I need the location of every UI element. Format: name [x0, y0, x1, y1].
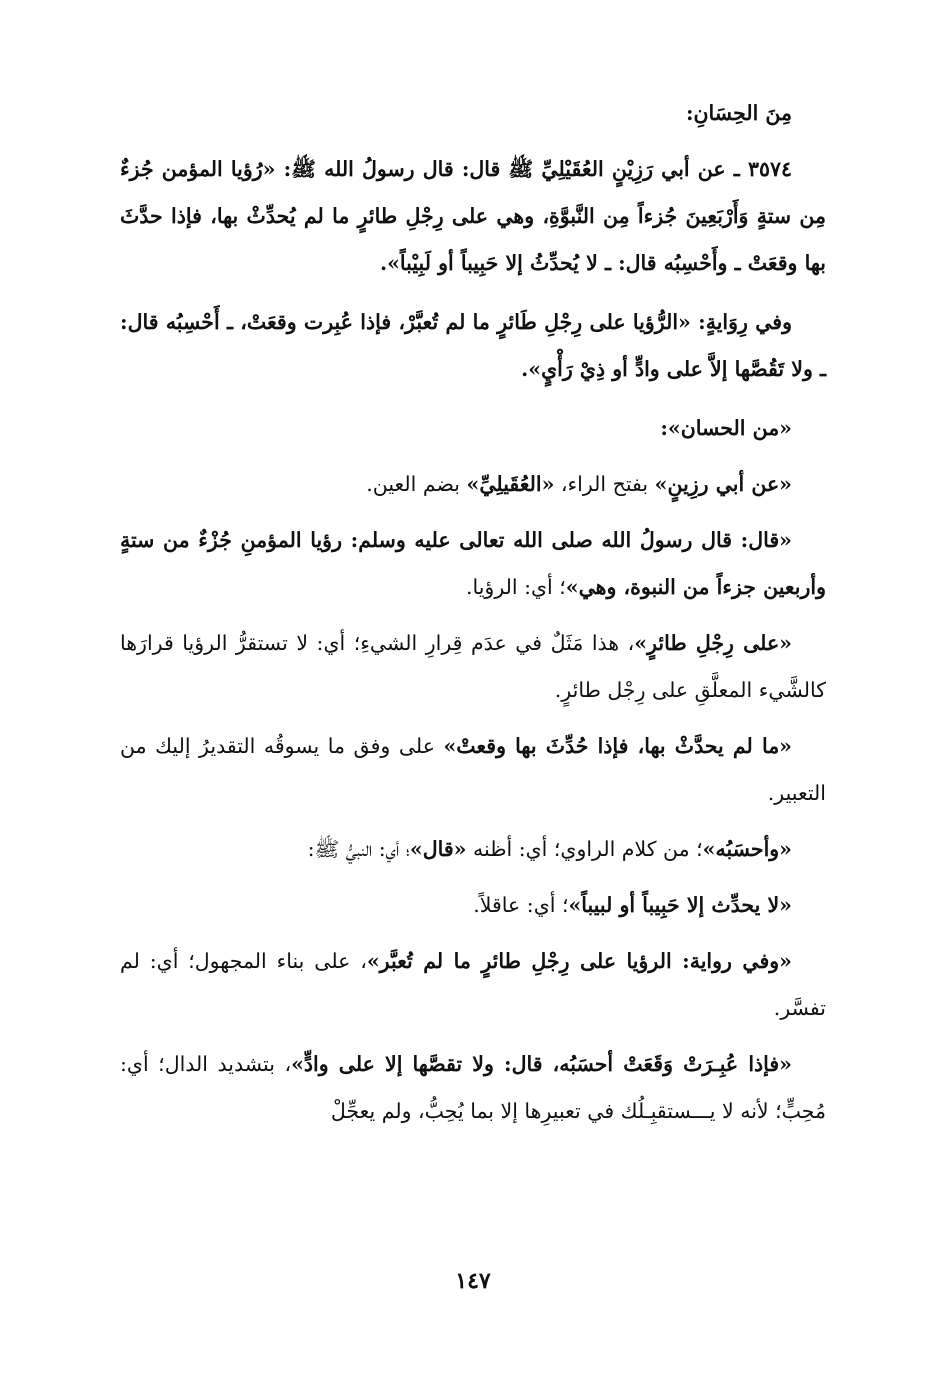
- commentary-paragraph: «قال: قال رسولُ الله صلى الله تعالى عليه وسلم: رؤيا المؤمنِ جُزْءٌ من ستةٍ وأربعين جزءاً من النبوة، وهي»؛ أي: الرؤيا.: [120, 528, 826, 599]
- commentary-paragraph: «ما لم يحدَّثْ بها، فإذا حُدِّثَ بها وقعتْ» على وفق ما يسوقُه التقديرُ إليك من التعبير.: [120, 734, 826, 805]
- hadith-body: ـ عن أبي رَزِيْنٍ العُقَيْلِيِّ ﷺ قال: قال رسولُ الله ﷺ: «رُؤيا المؤمن جُزءٌ مِن ستةٍ وَأَرْبَعِينَ جُزءاً مِن النَّبوَّةِ، وهي على رِجْلِ طائرٍ ما لم يُحدِّثْ بها، فإذا حدَّثَ بها وقعَتْ ـ وأَحْسِبُه قال: ـ لا يُحدِّثُ إلا حَبِيباً أو لَبِيْباً».: [120, 157, 826, 275]
- hadith-number: ٣٥٧٤: [747, 157, 792, 181]
- section-heading: مِنَ الحِسَانِ:: [685, 101, 792, 125]
- page-number: ١٤٧: [455, 1268, 491, 1294]
- commentary-paragraph: «فإذا عُبِـرَتْ وَقَعَتْ أحسَبُه، قال: ولا تقصَّها إلا على وادٍّ»، بتشديد الدال؛ أي: مُحِبٍّ؛ لأنه لا يـــستقبِـلُك في تعبيرِها إلا بما يُحِبُّ، ولم يعجِّلْ: [120, 1052, 826, 1123]
- commentary-paragraph: «عن أبي رزِينٍ» بفتح الراء، «العُقَيلِيِّ» بضم العين.: [366, 472, 792, 496]
- document-page: [120, 90, 826, 1135]
- commentary-paragraph: «من الحسان»:: [660, 416, 792, 440]
- commentary-paragraph: «وفي رواية: الرؤيا على رِجْلِ طائرٍ ما لم تُعبَّر»، على بناء المجهول؛ أي: لم تفسَّر.: [120, 949, 826, 1020]
- commentary-paragraph: «وأحسَبُه»؛ من كلام الراوي؛ أي: أظنه «قال»؛ أي: النبيُّ ﷺ:: [307, 837, 792, 861]
- commentary-paragraph: «لا يحدِّث إلا حَبِيباً أو لبيباً»؛ أي: عاقلاً.: [473, 893, 792, 917]
- hadith-text: [120, 146, 826, 287]
- riwaya-text: وفي رِوَايةٍ: «الرُّؤيا على رِجْلِ طَائرٍ ما لم تُعبَّرْ، فإذا عُبِرت وقعَتْ، ـ أَحْسِبُه قال: ـ ولا تَقُصَّها إلاَّ على وادٍّ أو ذِيْ رَأْيٍ».: [120, 310, 826, 381]
- commentary-paragraph: «على رِجْلِ طائرٍ»، هذا مَثَلٌ في عدَم قِرارِ الشيءِ؛ أي: لا تستقرُّ الرؤيا قرارَها كالشَّيء المعلَّقِ على رِجْل طائرٍ.: [120, 631, 826, 702]
